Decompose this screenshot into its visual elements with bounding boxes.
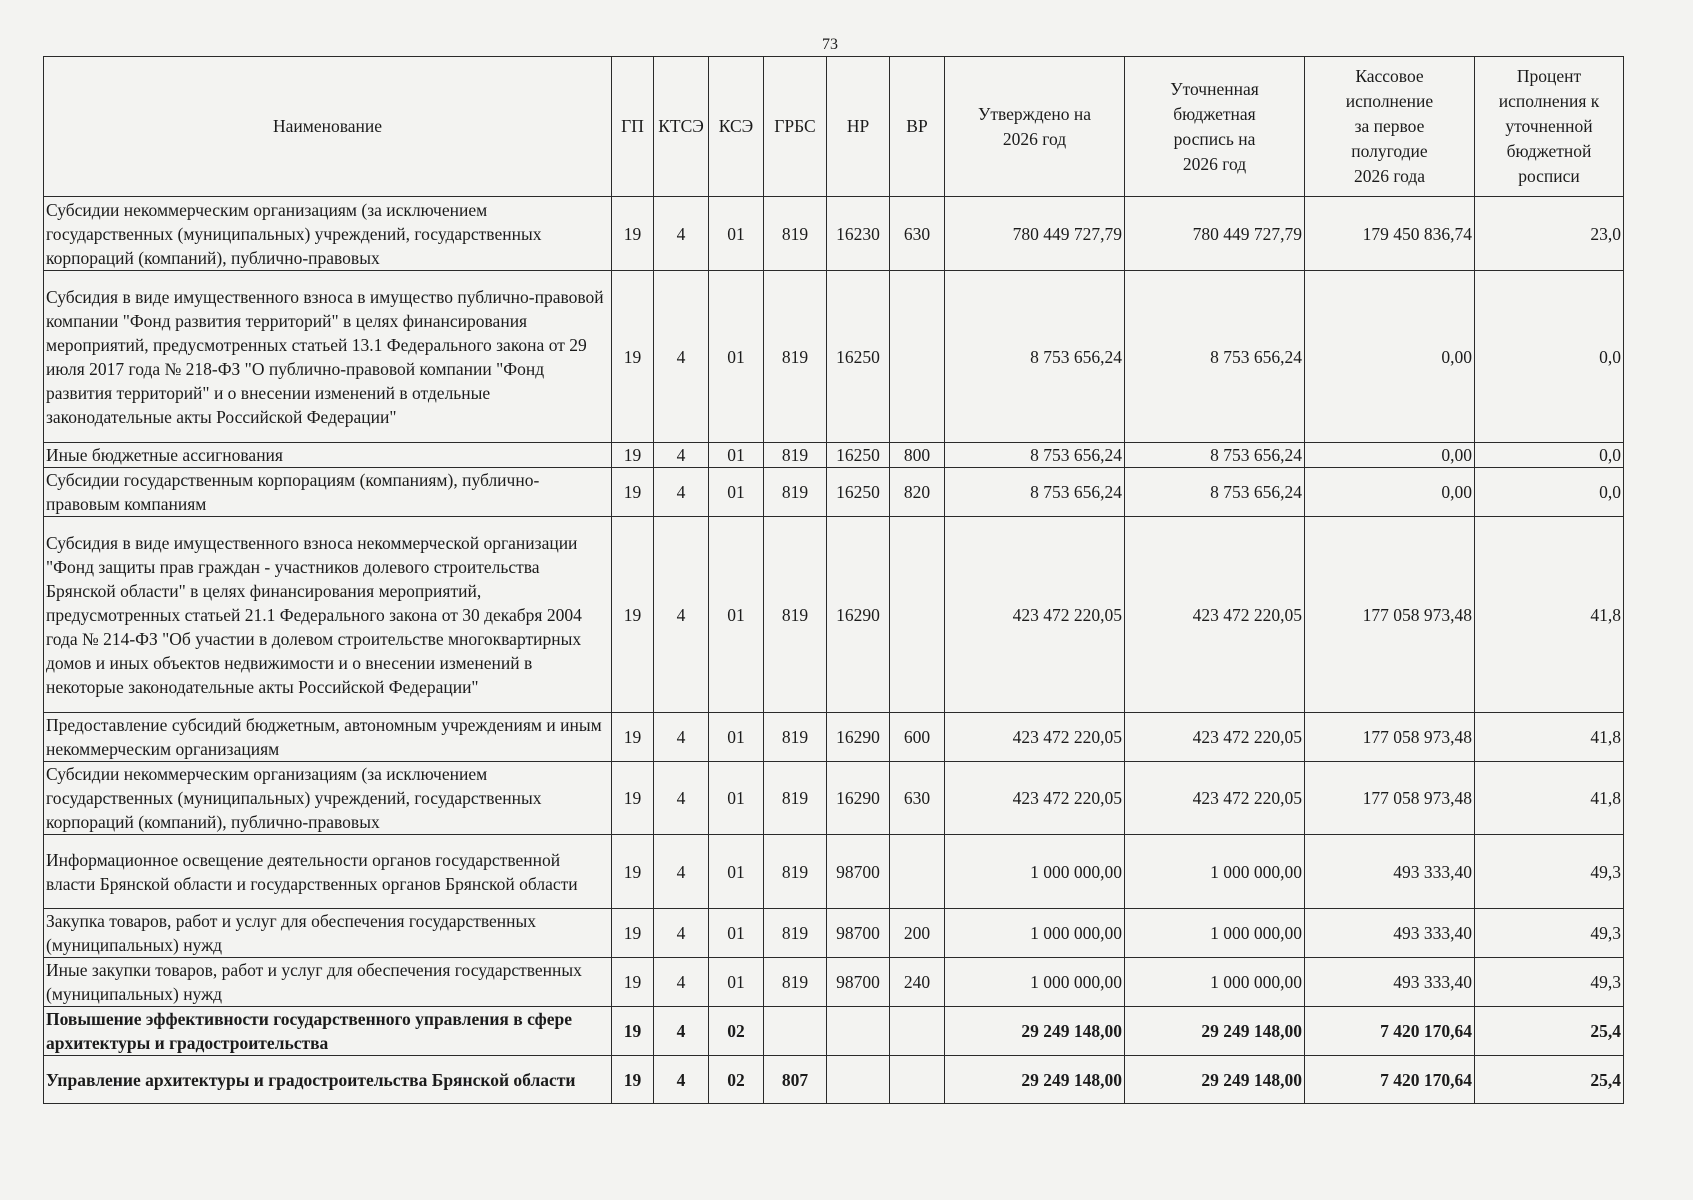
cell-cash: 7 420 170,64 xyxy=(1305,1056,1475,1104)
cell-approved: 1 000 000,00 xyxy=(945,835,1125,909)
cell-nr: 16250 xyxy=(827,443,890,468)
cell-percent: 49,3 xyxy=(1475,909,1624,958)
table-row xyxy=(44,1007,1624,1056)
cell-gp: 19 xyxy=(612,1007,654,1056)
cell-gp: 19 xyxy=(612,713,654,762)
cell-approved: 423 472 220,05 xyxy=(945,517,1125,713)
cell-vr xyxy=(890,271,945,443)
cell-kse: 01 xyxy=(709,762,764,835)
cell-ktse: 4 xyxy=(654,713,709,762)
cell-cash: 177 058 973,48 xyxy=(1305,762,1475,835)
table-row xyxy=(44,271,1624,443)
cell-gp: 19 xyxy=(612,443,654,468)
cell-vr xyxy=(890,517,945,713)
cell-percent: 41,8 xyxy=(1475,517,1624,713)
table-row xyxy=(44,1056,1624,1104)
cell-gp: 19 xyxy=(612,1056,654,1104)
table-row xyxy=(44,835,1624,909)
header-gp: ГП xyxy=(612,57,654,197)
cell-cash: 177 058 973,48 xyxy=(1305,517,1475,713)
cell-approved: 423 472 220,05 xyxy=(945,713,1125,762)
cell-nr: 16290 xyxy=(827,762,890,835)
cell-percent: 23,0 xyxy=(1475,197,1624,271)
cell-grbs: 819 xyxy=(764,517,827,713)
cell-percent: 25,4 xyxy=(1475,1056,1624,1104)
cell-approved: 8 753 656,24 xyxy=(945,468,1125,517)
cell-nr: 16250 xyxy=(827,468,890,517)
cell-approved: 1 000 000,00 xyxy=(945,958,1125,1007)
cell-vr: 820 xyxy=(890,468,945,517)
cell-refined: 780 449 727,79 xyxy=(1125,197,1305,271)
header-cash: Кассовое исполнение за первое полугодие 2026 года xyxy=(1305,57,1475,197)
cell-gp: 19 xyxy=(612,197,654,271)
cell-nr xyxy=(827,1007,890,1056)
cell-ktse: 4 xyxy=(654,1007,709,1056)
cell-cash: 179 450 836,74 xyxy=(1305,197,1475,271)
cell-ktse: 4 xyxy=(654,958,709,1007)
cell-approved: 780 449 727,79 xyxy=(945,197,1125,271)
header-vr: ВР xyxy=(890,57,945,197)
cell-ktse: 4 xyxy=(654,197,709,271)
table-row xyxy=(44,468,1624,517)
cell-ktse: 4 xyxy=(654,909,709,958)
cell-percent: 25,4 xyxy=(1475,1007,1624,1056)
header-percent: Процент исполнения к уточненной бюджетной росписи xyxy=(1475,57,1624,197)
table-row xyxy=(44,762,1624,835)
cell-gp: 19 xyxy=(612,835,654,909)
cell-ktse: 4 xyxy=(654,1056,709,1104)
header-grbs: ГРБС xyxy=(764,57,827,197)
cell-nr: 98700 xyxy=(827,909,890,958)
cell-gp: 19 xyxy=(612,762,654,835)
cell-vr: 630 xyxy=(890,762,945,835)
table-row xyxy=(44,713,1624,762)
cell-ktse: 4 xyxy=(654,762,709,835)
header-kse: КСЭ xyxy=(709,57,764,197)
cell-name: Предоставление субсидий бюджетным, автономным учреждениям и иным некоммерческим организациям xyxy=(44,713,612,762)
cell-vr: 600 xyxy=(890,713,945,762)
cell-refined: 8 753 656,24 xyxy=(1125,443,1305,468)
cell-ktse: 4 xyxy=(654,835,709,909)
cell-gp: 19 xyxy=(612,517,654,713)
cell-ktse: 4 xyxy=(654,443,709,468)
header-approved: Утверждено на 2026 год xyxy=(945,57,1125,197)
cell-approved: 8 753 656,24 xyxy=(945,443,1125,468)
cell-approved: 29 249 148,00 xyxy=(945,1007,1125,1056)
cell-nr: 98700 xyxy=(827,835,890,909)
cell-grbs: 819 xyxy=(764,468,827,517)
cell-grbs: 819 xyxy=(764,909,827,958)
cell-cash: 7 420 170,64 xyxy=(1305,1007,1475,1056)
cell-name: Иные бюджетные ассигнования xyxy=(44,443,612,468)
cell-percent: 41,8 xyxy=(1475,762,1624,835)
cell-grbs xyxy=(764,1007,827,1056)
cell-refined: 423 472 220,05 xyxy=(1125,517,1305,713)
cell-refined: 1 000 000,00 xyxy=(1125,835,1305,909)
cell-name: Закупка товаров, работ и услуг для обеспечения государственных (муниципальных) нужд xyxy=(44,909,612,958)
header-row xyxy=(44,57,1624,197)
cell-name: Повышение эффективности государственного управления в сфере архитектуры и градостроительства xyxy=(44,1007,612,1056)
cell-name: Субсидии государственным корпорациям (компаниям), публично-правовым компаниям xyxy=(44,468,612,517)
cell-kse: 01 xyxy=(709,517,764,713)
table-row xyxy=(44,958,1624,1007)
cell-refined: 29 249 148,00 xyxy=(1125,1007,1305,1056)
cell-name: Субсидии некоммерческим организациям (за исключением государственных (муниципальных) учреждений, государственных корпораций (компаний), публично-правовых xyxy=(44,197,612,271)
cell-grbs: 819 xyxy=(764,197,827,271)
cell-cash: 493 333,40 xyxy=(1305,835,1475,909)
cell-percent: 49,3 xyxy=(1475,835,1624,909)
cell-grbs: 819 xyxy=(764,762,827,835)
cell-ktse: 4 xyxy=(654,517,709,713)
cell-kse: 01 xyxy=(709,443,764,468)
cell-ktse: 4 xyxy=(654,271,709,443)
cell-percent: 49,3 xyxy=(1475,958,1624,1007)
table-row xyxy=(44,443,1624,468)
cell-name: Субсидия в виде имущественного взноса некоммерческой организации "Фонд защиты прав граждан - участников долевого строительства Брянской области" в целях финансирования мероприятий, предусмотренных статьей 21.1 Федерального закона от 30 декабря 2004 года № 214-ФЗ "Об участии в долевом строительстве многоквартирных домов и иных объектов недвижимости и о внесении изменений в некоторые законодательные акты Российской Федерации" xyxy=(44,517,612,713)
cell-refined: 423 472 220,05 xyxy=(1125,713,1305,762)
table-row xyxy=(44,517,1624,713)
cell-vr: 240 xyxy=(890,958,945,1007)
header-nr: НР xyxy=(827,57,890,197)
cell-kse: 01 xyxy=(709,835,764,909)
cell-nr: 16290 xyxy=(827,517,890,713)
cell-vr: 800 xyxy=(890,443,945,468)
budget-table xyxy=(43,56,1624,1104)
cell-vr xyxy=(890,1056,945,1104)
cell-nr xyxy=(827,1056,890,1104)
header-name: Наименование xyxy=(44,57,612,197)
cell-refined: 1 000 000,00 xyxy=(1125,909,1305,958)
cell-gp: 19 xyxy=(612,468,654,517)
cell-percent: 41,8 xyxy=(1475,713,1624,762)
cell-grbs: 807 xyxy=(764,1056,827,1104)
cell-kse: 01 xyxy=(709,909,764,958)
cell-vr xyxy=(890,1007,945,1056)
cell-percent: 0,0 xyxy=(1475,468,1624,517)
cell-name: Управление архитектуры и градостроительства Брянской области xyxy=(44,1056,612,1104)
cell-grbs: 819 xyxy=(764,443,827,468)
cell-approved: 1 000 000,00 xyxy=(945,909,1125,958)
cell-grbs: 819 xyxy=(764,713,827,762)
cell-kse: 01 xyxy=(709,468,764,517)
cell-refined: 29 249 148,00 xyxy=(1125,1056,1305,1104)
cell-kse: 01 xyxy=(709,713,764,762)
cell-vr: 200 xyxy=(890,909,945,958)
cell-nr: 16250 xyxy=(827,271,890,443)
cell-percent: 0,0 xyxy=(1475,443,1624,468)
cell-kse: 01 xyxy=(709,958,764,1007)
page-number: 73 xyxy=(822,36,838,53)
cell-kse: 02 xyxy=(709,1056,764,1104)
cell-grbs: 819 xyxy=(764,835,827,909)
cell-cash: 0,00 xyxy=(1305,443,1475,468)
cell-ktse: 4 xyxy=(654,468,709,517)
cell-vr: 630 xyxy=(890,197,945,271)
cell-grbs: 819 xyxy=(764,958,827,1007)
cell-nr: 16290 xyxy=(827,713,890,762)
cell-gp: 19 xyxy=(612,909,654,958)
cell-vr xyxy=(890,835,945,909)
cell-grbs: 819 xyxy=(764,271,827,443)
cell-kse: 01 xyxy=(709,271,764,443)
cell-cash: 0,00 xyxy=(1305,271,1475,443)
cell-kse: 02 xyxy=(709,1007,764,1056)
cell-gp: 19 xyxy=(612,958,654,1007)
cell-cash: 493 333,40 xyxy=(1305,958,1475,1007)
cell-name: Иные закупки товаров, работ и услуг для обеспечения государственных (муниципальных) нужд xyxy=(44,958,612,1007)
cell-refined: 8 753 656,24 xyxy=(1125,271,1305,443)
cell-name: Субсидия в виде имущественного взноса в имущество публично-правовой компании "Фонд развития территорий" в целях финансирования мероприятий, предусмотренных статьей 13.1 Федерального закона от 29 июля 2017 года № 218-ФЗ "О публично-правовой компании "Фонд развития территорий" и о внесении изменений в отдельные законодательные акты Российской Федерации" xyxy=(44,271,612,443)
cell-approved: 423 472 220,05 xyxy=(945,762,1125,835)
cell-nr: 98700 xyxy=(827,958,890,1007)
table-row xyxy=(44,197,1624,271)
header-refined: Уточненная бюджетная роспись на 2026 год xyxy=(1125,57,1305,197)
cell-approved: 8 753 656,24 xyxy=(945,271,1125,443)
cell-refined: 8 753 656,24 xyxy=(1125,468,1305,517)
cell-cash: 0,00 xyxy=(1305,468,1475,517)
cell-nr: 16230 xyxy=(827,197,890,271)
cell-name: Субсидии некоммерческим организациям (за исключением государственных (муниципальных) учреждений, государственных корпораций (компаний), публично-правовых xyxy=(44,762,612,835)
table-row xyxy=(44,909,1624,958)
cell-approved: 29 249 148,00 xyxy=(945,1056,1125,1104)
cell-kse: 01 xyxy=(709,197,764,271)
table-body xyxy=(44,197,1624,1104)
cell-percent: 0,0 xyxy=(1475,271,1624,443)
cell-cash: 493 333,40 xyxy=(1305,909,1475,958)
cell-refined: 1 000 000,00 xyxy=(1125,958,1305,1007)
cell-name: Информационное освещение деятельности органов государственной власти Брянской области и государственных органов Брянской области xyxy=(44,835,612,909)
header-ktse: КТСЭ xyxy=(654,57,709,197)
cell-refined: 423 472 220,05 xyxy=(1125,762,1305,835)
cell-cash: 177 058 973,48 xyxy=(1305,713,1475,762)
cell-gp: 19 xyxy=(612,271,654,443)
